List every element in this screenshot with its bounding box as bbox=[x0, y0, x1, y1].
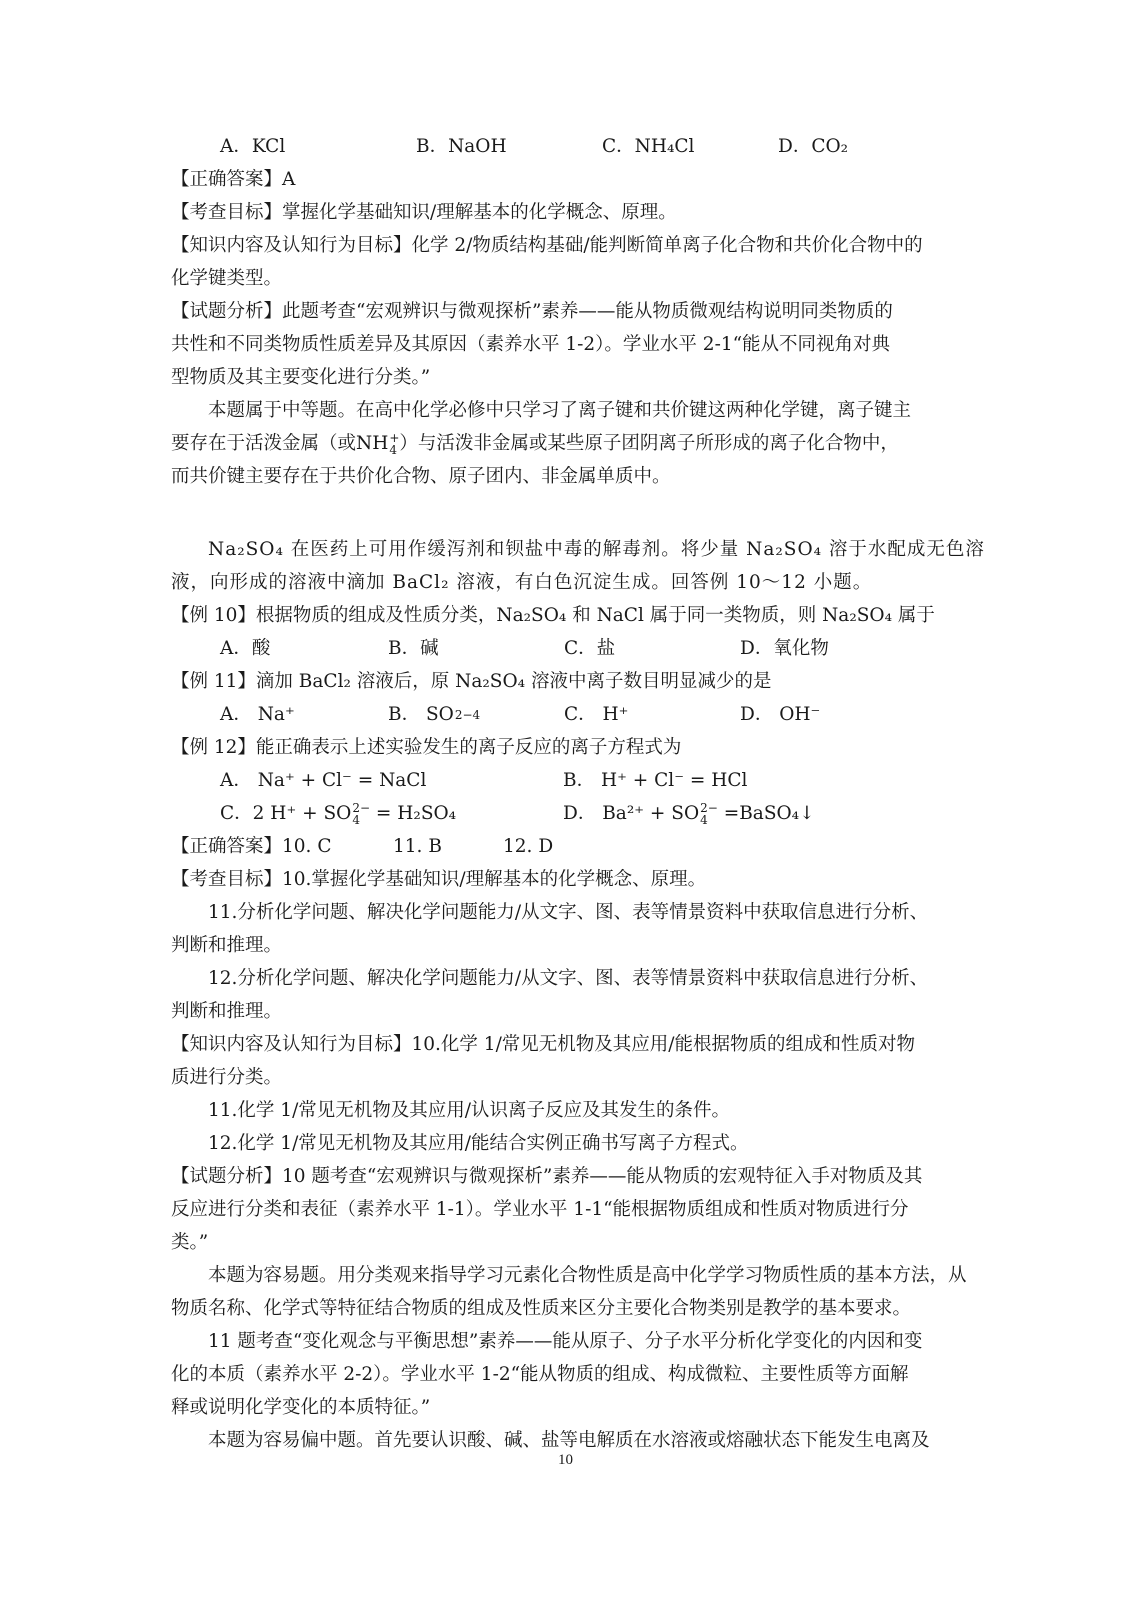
q10-options bbox=[171, 632, 971, 665]
q12-options-row-2 bbox=[171, 797, 971, 830]
section-gap bbox=[171, 493, 971, 533]
target-line-3b: 判断和推理。 bbox=[171, 1001, 283, 1022]
page-number: 10 bbox=[558, 1452, 573, 1468]
q11-options bbox=[171, 698, 971, 731]
ammonium-charge: + bbox=[389, 431, 400, 445]
q10-option-d: D．氧化物 bbox=[740, 638, 829, 659]
knowledge-line-1b: 质进行分类。 bbox=[171, 1067, 283, 1088]
q12-option-b: B． H⁺ + Cl⁻ = HCl bbox=[563, 770, 748, 791]
answers-label: 【正确答案】 bbox=[171, 836, 283, 857]
q10-option-c: C．盐 bbox=[564, 638, 616, 659]
answer-11: 11. B bbox=[393, 836, 442, 857]
q11-stem: 【例 11】滴加 BaCl₂ 溶液后，原 Na₂SO₄ 溶液中离子数目明显减少的是 bbox=[171, 671, 772, 692]
q9-paragraph-text-a: 要存在于活泼金属（或 bbox=[171, 433, 357, 454]
analysis-line-3: 类。” bbox=[171, 1232, 209, 1253]
q12-option-a: A． Na⁺ + Cl⁻ = NaCl bbox=[220, 770, 427, 791]
answers-line bbox=[171, 830, 971, 863]
paragraph-10-line-2: 物质名称、化学式等特征结合物质的组成及性质来区分主要化合物类别是教学的基本要求。 bbox=[171, 1298, 912, 1319]
q10-option-b: B．碱 bbox=[388, 638, 439, 659]
analysis-line-2: 反应进行分类和表征（素养水平 1-1）。学业水平 1-1“能根据物质组成和性质对物质进行分 bbox=[171, 1199, 909, 1220]
q9-paragraph-line-3: 而共价键主要存在于共价化合物、原子团内、非金属单质中。 bbox=[171, 466, 671, 487]
target-line-2b: 判断和推理。 bbox=[171, 935, 283, 956]
paragraph-11-line-2: 化的本质（素养水平 2-2）。学业水平 1-2“能从物质的组成、构成微粒、主要性质等方面解 bbox=[171, 1364, 909, 1385]
intro-line-2: 液，向形成的溶液中滴加 BaCl₂ 溶液，有白色沉淀生成。回答例 10～12 小题。 bbox=[171, 572, 873, 593]
ammonium-ion: NH + 4 bbox=[356, 431, 400, 457]
q9-analysis-line-3: 型物质及其主要变化进行分类。” bbox=[171, 367, 431, 388]
q10-option-a: A．酸 bbox=[220, 638, 271, 659]
target-line-1: 【考查目标】10.掌握化学基础知识/理解基本的化学概念、原理。 bbox=[171, 869, 707, 890]
q9-paragraph-line-2 bbox=[171, 427, 971, 460]
paragraph-11b-line-1: 本题为容易偏中题。首先要认识酸、碱、盐等电解质在水溶液或熔融状态下能发生电离及 bbox=[208, 1430, 930, 1451]
q11-option-d: D． OH⁻ bbox=[740, 704, 821, 725]
q9-knowledge-line-2: 化学键类型。 bbox=[171, 268, 283, 289]
answer-10: 10. C bbox=[282, 836, 332, 857]
q9-analysis-line-1: 【试题分析】此题考查“宏观辨识与微观探析”素养——能从物质微观结构说明同类物质的 bbox=[171, 301, 893, 322]
paragraph-11-line-3: 释或说明化学变化的本质特征。” bbox=[171, 1397, 431, 1418]
sulfate-subscript: 4 bbox=[472, 708, 481, 722]
knowledge-line-1a: 【知识内容及认知行为目标】10.化学 1/常见无机物及其应用/能根据物质的组成和性质对物 bbox=[171, 1034, 916, 1055]
q9-answer: 【正确答案】A bbox=[171, 169, 296, 190]
q11-option-c: C． H⁺ bbox=[564, 704, 629, 725]
q9-target: 【考查目标】掌握化学基础知识/理解基本的化学概念、原理。 bbox=[171, 202, 677, 223]
analysis-line-1: 【试题分析】10 题考查“宏观辨识与微观探析”素养——能从物质的宏观特征入手对物质及其 bbox=[171, 1166, 923, 1187]
q9-option-a: A．KCl bbox=[220, 136, 286, 157]
q9-paragraph-line-1: 本题属于中等题。在高中化学必修中只学习了离子键和共价键这两种化学键，离子键主 bbox=[208, 400, 912, 421]
intro-line-1: Na₂SO₄ 在医药上可用作缓泻剂和钡盐中毒的解毒剂。将少量 Na₂SO₄ 溶于水配成无色溶 bbox=[208, 539, 985, 560]
q11-option-b: B． SO2−4 bbox=[388, 704, 481, 725]
knowledge-line-2: 11.化学 1/常见无机物及其应用/认识离子反应及其发生的条件。 bbox=[208, 1100, 731, 1121]
q12-options-row-1 bbox=[171, 764, 971, 797]
q10-stem: 【例 10】根据物质的组成及性质分类，Na₂SO₄ 和 NaCl 属于同一类物质，则 Na₂SO₄ 属于 bbox=[171, 605, 935, 626]
q12-option-c: C．2 H⁺ + SO 2− 4 = H₂SO₄ bbox=[220, 801, 457, 827]
q9-knowledge-line-1: 【知识内容及认知行为目标】化学 2/物质结构基础/能判断简单离子化合物和共价化合物中的 bbox=[171, 235, 923, 256]
knowledge-line-3: 12.化学 1/常见无机物及其应用/能结合实例正确书写离子方程式。 bbox=[208, 1133, 749, 1154]
q12-option-d: D． Ba²⁺ + SO 2− 4 =BaSO₄↓ bbox=[563, 801, 815, 827]
q11-option-a: A． Na⁺ bbox=[220, 704, 295, 725]
q9-options bbox=[171, 130, 971, 163]
document-page bbox=[171, 130, 985, 1457]
paragraph-11-line-1: 11 题考查“变化观念与平衡思想”素养——能从原子、分子水平分析化学变化的内因和变 bbox=[208, 1331, 923, 1352]
q9-analysis-line-2: 共性和不同类物质性质差异及其原因（素养水平 1-2）。学业水平 2-1“能从不同视角对典 bbox=[171, 334, 891, 355]
q9-option-b: B．NaOH bbox=[416, 136, 507, 157]
q9-option-d: D．CO₂ bbox=[778, 136, 849, 157]
target-line-2a: 11.分析化学问题、解决化学问题能力/从文字、图、表等情景资料中获取信息进行分析、 bbox=[208, 902, 929, 923]
q9-option-c: C．NH₄Cl bbox=[602, 136, 695, 157]
answer-12: 12. D bbox=[503, 836, 554, 857]
q12-stem: 【例 12】能正确表示上述实验发生的离子反应的离子方程式为 bbox=[171, 737, 682, 758]
paragraph-10-line-1: 本题为容易题。用分类观来指导学习元素化合物性质是高中化学学习物质性质的基本方法，从 bbox=[208, 1265, 967, 1286]
target-line-3a: 12.分析化学问题、解决化学问题能力/从文字、图、表等情景资料中获取信息进行分析、 bbox=[208, 968, 929, 989]
sulfate-charge: 2− bbox=[454, 708, 473, 722]
ammonium-subscript: 4 bbox=[389, 443, 397, 457]
q9-paragraph-text-b: ）与活泼非金属或某些原子团阴离子所形成的离子化合物中， bbox=[399, 433, 899, 454]
